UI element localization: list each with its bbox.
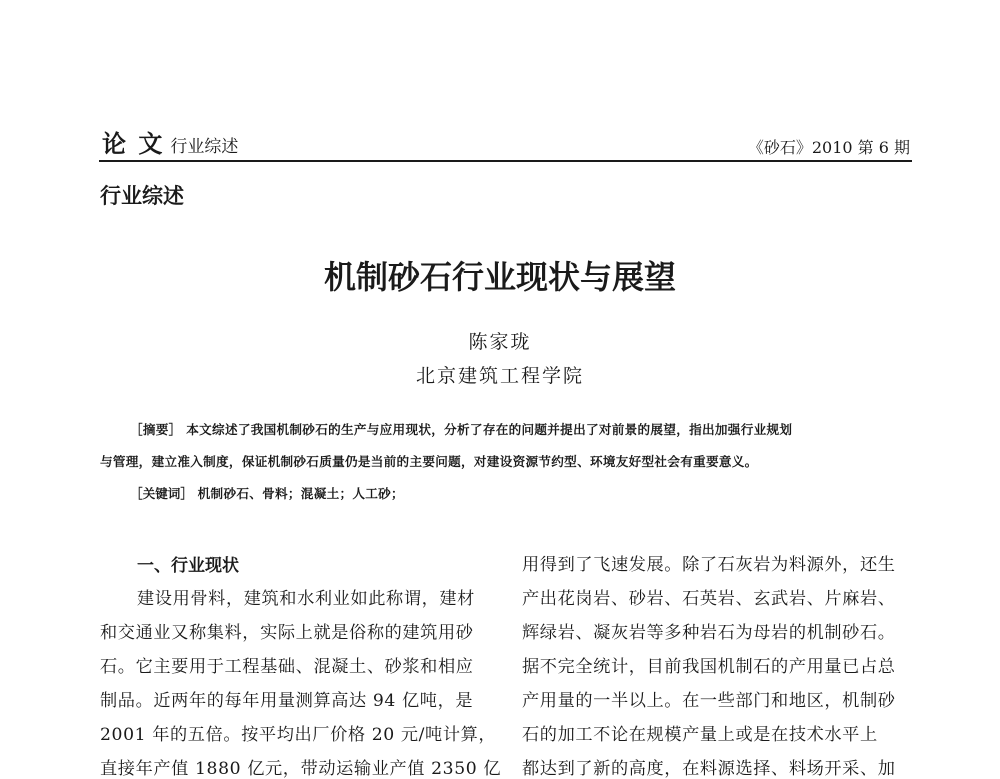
keywords-text: 机制砂石、骨料；混凝土；人工砂； — [197, 486, 404, 501]
keywords-label: ［关键词］ — [130, 486, 193, 501]
article-title: 机制砂石行业现状与展望 — [323, 258, 676, 296]
body-line: 和交通业又称集料，实际上就是俗称的建筑用砂 — [100, 623, 474, 643]
author-name: 陈家珑 — [468, 331, 532, 353]
section-heading: 一、行业现状 — [137, 556, 239, 576]
running-header-left — [102, 130, 238, 161]
body-line: 产用量的一半以上。在一些部门和地区，机制砂 — [522, 691, 896, 711]
header-rule — [99, 160, 912, 162]
body-line: 制品。近两年的每年用量测算高达 94 亿吨，是 — [100, 691, 474, 711]
body-line: 石的加工不论在规模产量上或是在技术水平上 — [522, 725, 878, 745]
body-line: 石。它主要用于工程基础、混凝土、砂浆和相应 — [100, 657, 474, 677]
keywords — [130, 483, 404, 502]
body-line: 都达到了新的高度，在料源选择、料场开采、加 — [522, 759, 896, 779]
column-label: 行业综述 — [100, 184, 184, 208]
body-line: 用得到了飞速发展。除了石灰岩为料源外，还生 — [522, 555, 896, 575]
running-header-journal: 《砂石》2010 第 6 期 — [747, 138, 910, 157]
body-line: 2001 年的五倍。按平均出厂价格 20 元/吨计算， — [100, 725, 497, 745]
header-section: 行业综述 — [170, 137, 239, 157]
header-category-tag: 论 文 — [102, 129, 165, 158]
author-affiliation: 北京建筑工程学院 — [415, 365, 584, 387]
body-line: 辉绿岩、凝灰岩等多种岩石为母岩的机制砂石。 — [522, 623, 896, 643]
abstract-line: ［摘要］ 本文综述了我国机制砂石的生产与应用现状，分析了存在的问题并提出了对前景的展望，指出加强行业规划 — [130, 422, 793, 437]
body-line: 直接年产值 1880 亿元，带动运输业产值 2350 亿 — [100, 759, 502, 779]
body-line: 建设用骨料，建筑和水利业如此称谓，建材 — [137, 589, 475, 609]
body-line: 产出花岗岩、砂岩、石英岩、玄武岩、片麻岩、 — [522, 589, 896, 609]
body-line: 据不完全统计，目前我国机制石的产用量已占总 — [522, 657, 896, 677]
abstract-line: 与管理，建立准入制度，保证机制砂石质量仍是当前的主要问题，对建设资源节约型、环境友好型社会有重要意义。 — [100, 454, 758, 469]
